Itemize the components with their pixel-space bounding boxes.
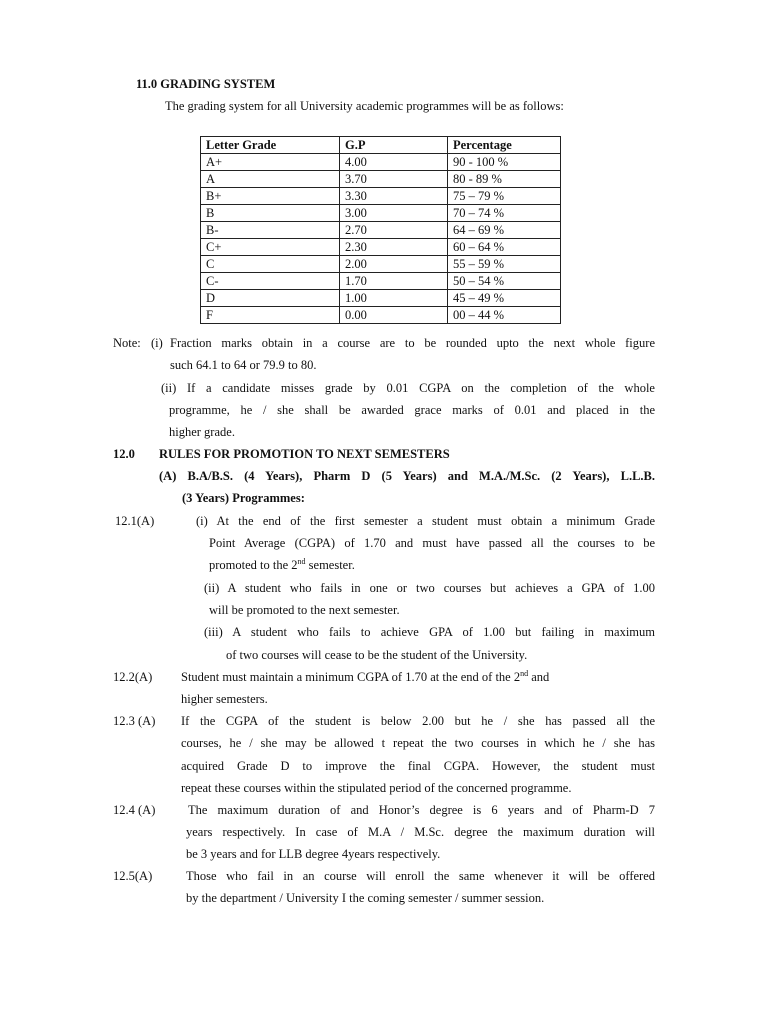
- rule-12-3-line-1: If the CGPA of the student is below 2.00 but he / she has passed all the: [181, 714, 655, 728]
- cell-percentage: 64 – 69 %: [448, 222, 561, 239]
- cell-gp: 2.30: [340, 239, 448, 256]
- rule-12-1-i-line-3-tail: semester.: [305, 558, 355, 572]
- cell-gp: 1.00: [340, 290, 448, 307]
- column-header-letter-grade: Letter Grade: [201, 137, 340, 154]
- rule-12-1-i-line-3-text: promoted to the 2: [209, 558, 298, 572]
- cell-gp: 3.00: [340, 205, 448, 222]
- cell-letter: B: [201, 205, 340, 222]
- rule-12-5-line-1: Those who fail in an course will enroll the same whenever it will be offered: [186, 869, 655, 883]
- cell-percentage: 45 – 49 %: [448, 290, 561, 307]
- rule-12-3-line-3: acquired Grade D to improve the final CGPA. However, the student must: [181, 759, 655, 773]
- cell-letter: A: [201, 171, 340, 188]
- note-i-line-1: Fraction marks obtain in a course are to be rounded upto the next whole figure: [170, 336, 655, 350]
- section-12-heading: RULES FOR PROMOTION TO NEXT SEMESTERS: [159, 447, 450, 461]
- table-header-row: [201, 137, 561, 154]
- cell-gp: 0.00: [340, 307, 448, 324]
- table-row: [201, 154, 561, 171]
- cell-percentage: 80 - 89 %: [448, 171, 561, 188]
- rule-12-2-line-1: [181, 669, 655, 685]
- table-row: [201, 239, 561, 256]
- rule-12-3-label: 12.3 (A): [113, 714, 156, 728]
- cell-gp: 2.70: [340, 222, 448, 239]
- table-row: [201, 188, 561, 205]
- cell-gp: 2.00: [340, 256, 448, 273]
- note-ii-line-3: higher grade.: [169, 425, 235, 439]
- table-row: [201, 205, 561, 222]
- rule-12-2-line-1-text: Student must maintain a minimum CGPA of 1.70 at the end of the 2: [181, 670, 521, 684]
- cell-percentage: 00 – 44 %: [448, 307, 561, 324]
- rule-12-5-line-2: by the department / University I the coming semester / summer session.: [186, 891, 545, 905]
- cell-letter: A+: [201, 154, 340, 171]
- rule-12-4-line-2: years respectively. In case of M.A / M.Sc. degree the maximum duration will: [186, 825, 655, 839]
- rule-12-2-label: 12.2(A): [113, 670, 153, 684]
- table-row: [201, 290, 561, 307]
- note-i-line-2: such 64.1 to 64 or 79.9 to 80.: [170, 358, 317, 372]
- rule-12-1-iii-line-2: of two courses will cease to be the student of the University.: [226, 648, 528, 662]
- section-12-number: 12.0: [113, 447, 135, 461]
- rule-12-3-line-4: repeat these courses within the stipulated period of the concerned programme.: [181, 781, 572, 795]
- table-row: [201, 171, 561, 188]
- cell-letter: C-: [201, 273, 340, 290]
- rule-12-1-iii-line-1: (iii) A student who fails to achieve GPA of 1.00 but failing in maximum: [204, 625, 655, 639]
- rule-12-1-ii-line-2: will be promoted to the next semester.: [209, 603, 400, 617]
- rule-12-2-line-1-tail: and: [528, 670, 550, 684]
- rule-12-1-i-line-1: (i) At the end of the first semester a student must obtain a minimum Grade: [196, 514, 655, 528]
- rule-12-4-label: 12.4 (A): [113, 803, 156, 817]
- table-row: [201, 307, 561, 324]
- note-i-marker: (i): [151, 336, 163, 350]
- cell-letter: C+: [201, 239, 340, 256]
- rule-12-1-i-line-2: Point Average (CGPA) of 1.70 and must have passed all the courses to be: [209, 536, 655, 550]
- table-row: [201, 256, 561, 273]
- rule-12-5-label: 12.5(A): [113, 869, 153, 883]
- rule-12-3-line-2: courses, he / she may be allowed t repeat the two courses in which he / she has: [181, 736, 655, 750]
- cell-gp: 3.30: [340, 188, 448, 205]
- ordinal-superscript: nd: [297, 556, 306, 566]
- note-label: Note:: [113, 336, 141, 350]
- cell-percentage: 75 – 79 %: [448, 188, 561, 205]
- cell-letter: B+: [201, 188, 340, 205]
- section-12-subheading-a-line-1: (A) B.A/B.S. (4 Years), Pharm D (5 Years) and M.A./M.Sc. (2 Years), L.L.B.: [159, 469, 655, 483]
- cell-gp: 3.70: [340, 171, 448, 188]
- cell-gp: 1.70: [340, 273, 448, 290]
- grading-table: [200, 136, 561, 324]
- rule-12-1-i-line-3: [209, 557, 355, 573]
- column-header-gp: G.P: [340, 137, 448, 154]
- rule-12-1-ii-line-1: (ii) A student who fails in one or two courses but achieves a GPA of 1.00: [204, 581, 655, 595]
- table-row: [201, 222, 561, 239]
- column-header-percentage: Percentage: [448, 137, 561, 154]
- cell-percentage: 50 – 54 %: [448, 273, 561, 290]
- cell-percentage: 60 – 64 %: [448, 239, 561, 256]
- cell-gp: 4.00: [340, 154, 448, 171]
- section-11-heading: 11.0 GRADING SYSTEM: [136, 77, 276, 91]
- cell-letter: B-: [201, 222, 340, 239]
- table-row: [201, 273, 561, 290]
- cell-percentage: 70 – 74 %: [448, 205, 561, 222]
- section-11-intro: The grading system for all University academic programmes will be as follows:: [165, 99, 564, 113]
- rule-12-4-line-3: be 3 years and for LLB degree 4years respectively.: [186, 847, 441, 861]
- cell-percentage: 55 – 59 %: [448, 256, 561, 273]
- rule-12-2-line-2: higher semesters.: [181, 692, 268, 706]
- note-ii-line-1: (ii) If a candidate misses grade by 0.01 CGPA on the completion of the whole: [161, 381, 655, 395]
- cell-letter: D: [201, 290, 340, 307]
- ordinal-superscript: nd: [520, 668, 529, 678]
- note-ii-line-2: programme, he / she shall be awarded grace marks of 0.01 and placed in the: [169, 403, 655, 417]
- cell-percentage: 90 - 100 %: [448, 154, 561, 171]
- rule-12-1-label: 12.1(A): [115, 514, 155, 528]
- cell-letter: F: [201, 307, 340, 324]
- rule-12-4-line-1: The maximum duration of and Honor’s degree is 6 years and of Pharm-D 7: [188, 803, 655, 817]
- section-12-subheading-a-line-2: (3 Years) Programmes:: [182, 491, 305, 505]
- cell-letter: C: [201, 256, 340, 273]
